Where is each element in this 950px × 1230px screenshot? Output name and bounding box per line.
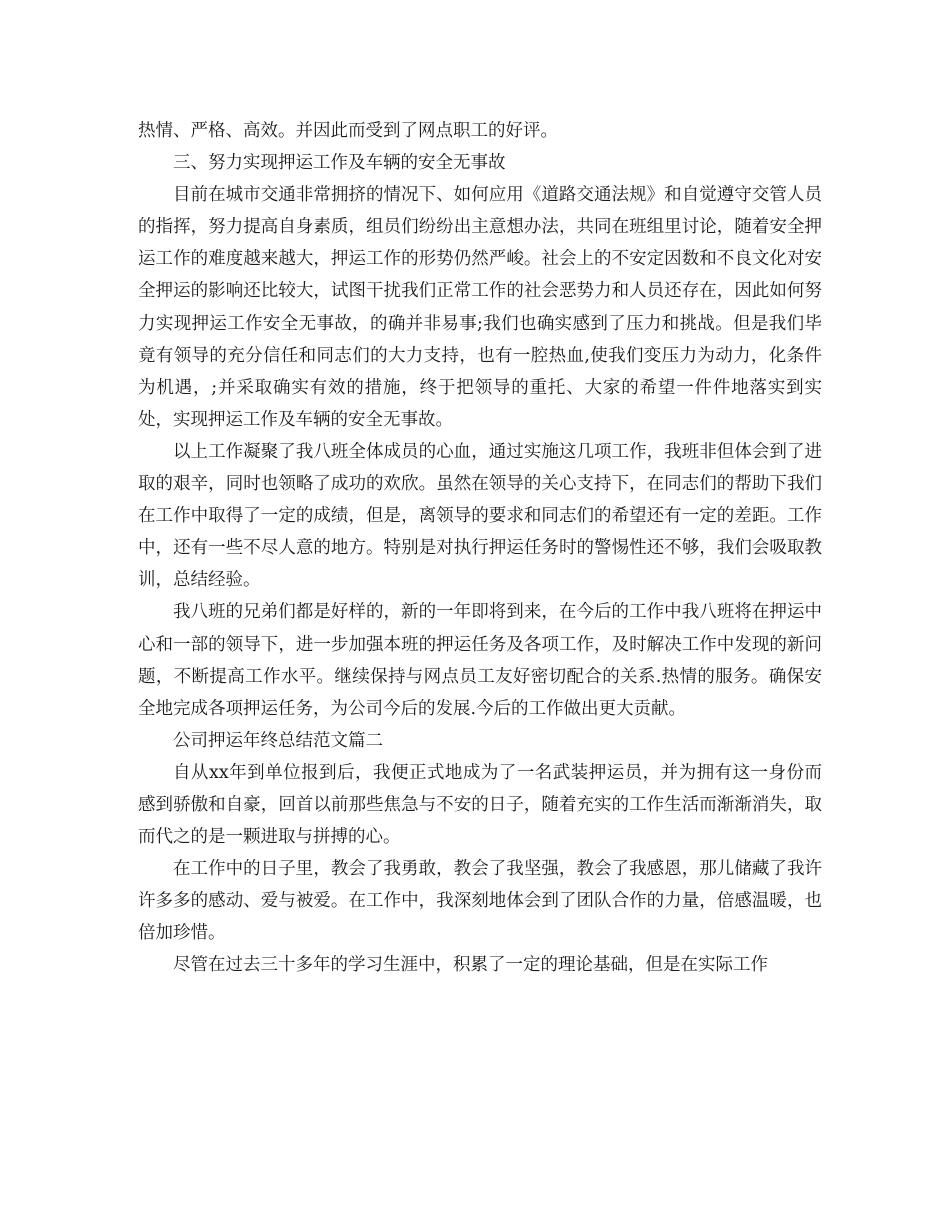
section-heading-3: 三、努力实现押运工作及车辆的安全无事故 bbox=[173, 153, 506, 174]
paragraph: 以上工作凝聚了我八班全体成员的心血，通过实施这几项工作，我班非但体会到了进取的艰辛，同时也领略了成功的欢欣。虽然在领导的关心支持下，在同志们的帮助下我们在工作中取得了一定的成绩，但是，离领导的要求和同志们的希望还有一定的差距。工作中，还有一些不尽人意的地方。特别是对执行押运任务时的警惕性还不够，我们会吸取教训，总结经验。 bbox=[138, 441, 822, 591]
paragraph: 自从xx年到单位报到后，我便正式地成为了一名武装押运员，并为拥有这一身份而感到骄傲和自豪，回首以前那些焦急与不安的日子，随着充实的工作生活而渐渐消失，取而代之的是一颗进取与拼搏的心。 bbox=[138, 762, 822, 848]
paragraph: 在工作中的日子里，教会了我勇敢，教会了我坚强，教会了我感恩，那儿储藏了我许许多多的感动、爱与被爱。在工作中，我深刻地体会到了团队合作的力量，倍感温暖，也倍加珍惜。 bbox=[138, 859, 822, 944]
document-body bbox=[138, 115, 822, 982]
paragraph: 目前在城市交通非常拥挤的情况下、如何应用《道路交通法规》和自觉遵守交管人员的指挥，努力提高自身素质，组员们纷纷出主意想办法，共同在班组里讨论，随着安全押运工作的难度越来越大，押运工作的形势仍然严峻。社会上的不安定因数和不良文化对安全押运的影响还比较大，试图干扰我们正常工作的社会恶势力和人员还存在，因此如何努力实现押运工作安全无事故，的确并非易事;我们也确实感到了压力和挑战。但是我们毕竟有领导的充分信任和同志们的大力支持，也有一腔热血,使我们变压力为动力，化条件为机遇，;并采取确实有效的措施，终于把领导的重托、大家的希望一件件地落实到实处，实现押运工作及车辆的安全无事故。 bbox=[138, 185, 822, 430]
paragraph: 我八班的兄弟们都是好样的，新的一年即将到来，在今后的工作中我八班将在押运中心和一部的领导下，进一步加强本班的押运任务及各项工作，及时解决工作中发现的新问题，不断提高工作水平。继续保持与网点员工友好密切配合的关系.热情的服务。确保安全地完成各项押运任务，为公司今后的发展.今后的工作做出更大贡献。 bbox=[138, 602, 822, 719]
paragraph-continued: 热情、严格、高效。并因此而受到了网点职工的好评。 bbox=[138, 121, 558, 141]
paragraph: 尽管在过去三十多年的学习生涯中，积累了一定的理论基础，但是在实际工作 bbox=[173, 955, 768, 976]
article-heading-2: 公司押运年终总结范文篇二 bbox=[173, 730, 383, 751]
